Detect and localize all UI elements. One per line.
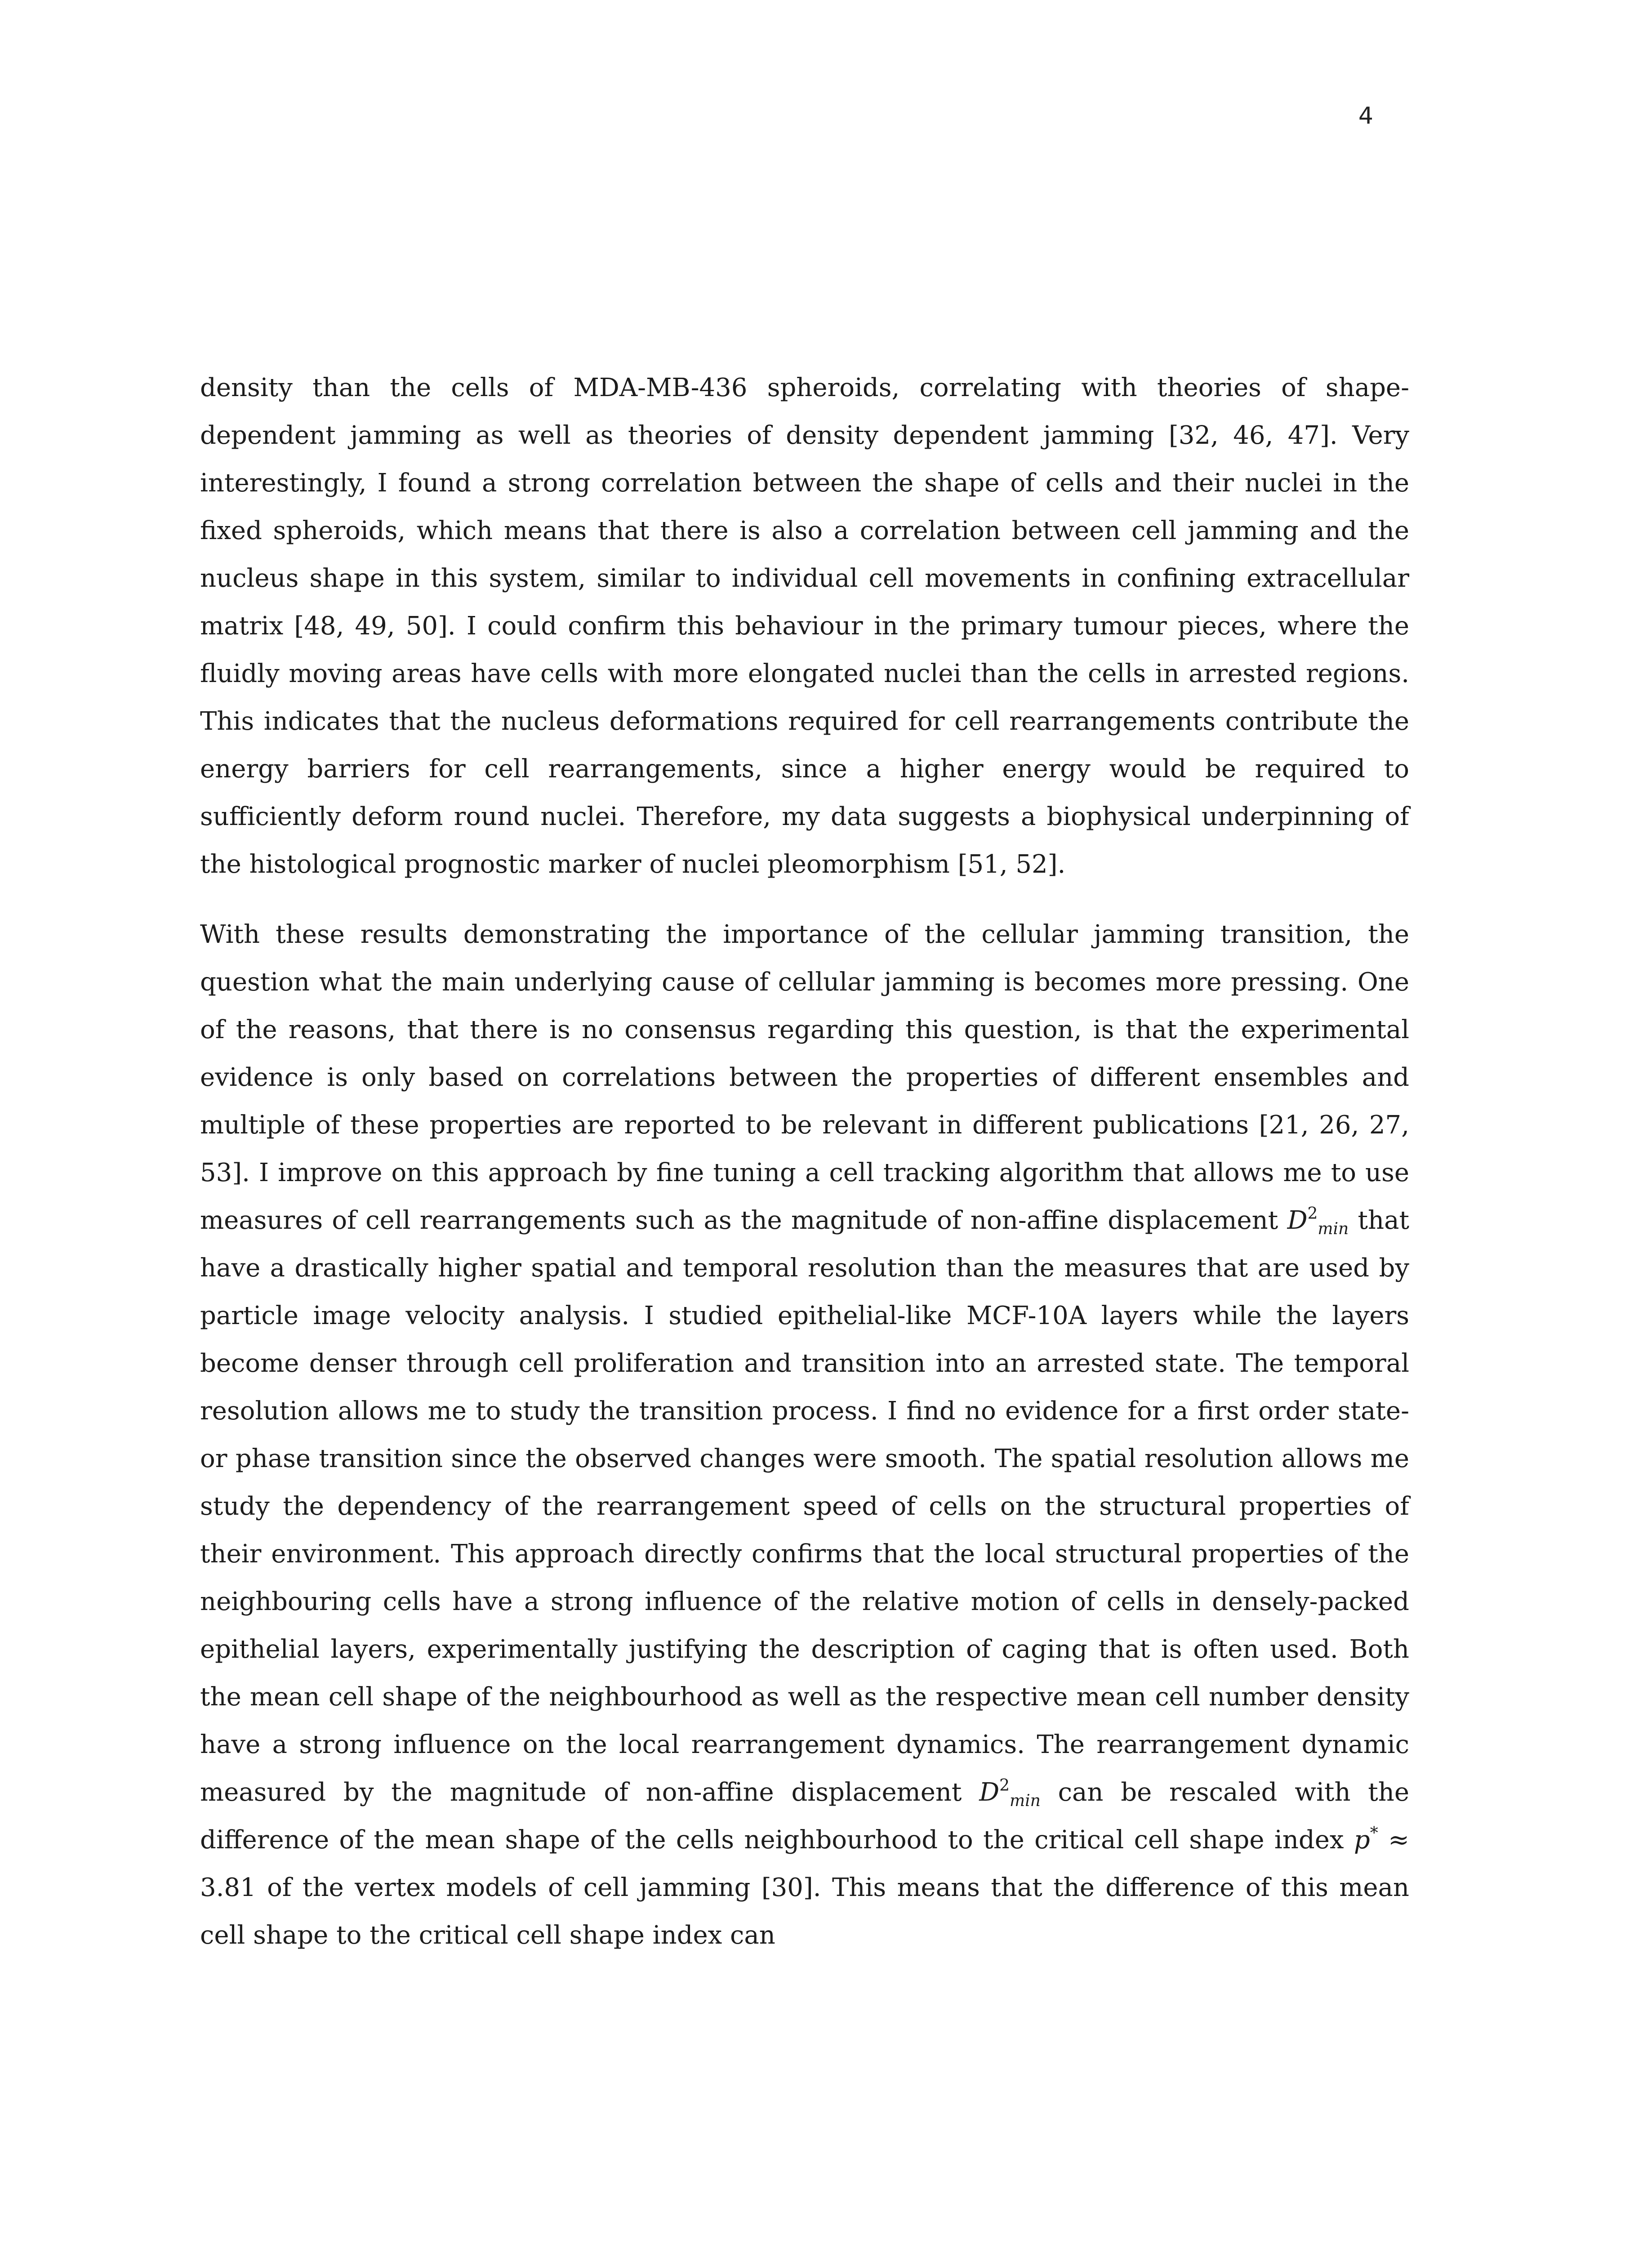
body-text	[200, 364, 1409, 1959]
paragraph-2	[200, 911, 1409, 1959]
paragraph-1	[200, 364, 1409, 888]
math-pstar-value: 3.81	[200, 1873, 256, 1902]
math-superscript: 2	[999, 1776, 1010, 1795]
paragraph-2-text-2: that have a drastically higher spatial and temporal resolution than the measures that are used by particle image velocity analysis. I studied epithelial-like MCF-10A layers while the layers become denser through cell proliferation and transition into an arrested state. The temporal resolution allows me to study the transition process. I find no evidence for a first order state- or phase transition since the observed changes were smooth. The spatial resolution allows me study the dependency of the rearrangement speed of cells on the structural properties of their environment. This approach directly confirms that the local structural properties of the neighbouring cells have a strong influence of the relative motion of cells in densely-packed epithelial layers, experimentally justifying the description of caging that is often used. Both the mean cell shape of the neighbourhood as well as the respective mean cell number density have a strong influence on the local rearrangement dynamics. The rearrangement dynamic measured by the magnitude of non-affine displacement	[200, 1206, 1409, 1807]
math-p-symbol: p	[1354, 1825, 1370, 1855]
math-d2min-1	[1287, 1204, 1349, 1238]
paragraph-2-text-1: With these results demonstrating the importance of the cellular jamming transition, the question what the main underlying cause of cellular jamming is becomes more pressing. One of the reasons, that there is no consensus regarding this question, is that the experimental evidence is only based on correlations between the properties of different ensembles and multiple of these properties are reported to be relevant in different publications [21, 26, 27, 53]. I improve on this approach by fine tuning a cell tracking algorithm that allows me to use measures of cell rearrangements such as the magnitude of non-affine displacement	[200, 920, 1409, 1235]
paragraph-2-text-3: can be rescaled with the difference of the mean shape of the cells neighbourhood to the critical cell shape index	[200, 1778, 1409, 1855]
paragraph-1-text: density than the cells of MDA-MB-436 spheroids, correlating with theories of shape-dependent jamming as well as theories of density dependent jamming [32, 46, 47]. Very interestingly, I found a strong correlation between the shape of cells and their nuclei in the fixed spheroids, which means that there is also a correlation between cell jamming and the nucleus shape in this system, similar to individual cell movements in confining extracellular matrix [48, 49, 50]. I could confirm this behaviour in the primary tumour pieces, where the fluidly moving areas have cells with more elongated nuclei than the cells in arrested regions. This indicates that the nucleus deformations required for cell rearrangements contribute the energy barriers for cell rearrangements, since a higher energy would be required to sufficiently deform round nuclei. Therefore, my data suggests a biophysical underpinning of the histological prognostic marker of nuclei pleomorphism [51, 52].	[200, 373, 1409, 879]
math-approx-symbol: ≈	[1378, 1825, 1409, 1855]
page-number: 4	[1358, 103, 1373, 129]
math-d-symbol: D	[979, 1778, 1000, 1807]
math-subscript: min	[1318, 1220, 1349, 1238]
math-pstar	[1354, 1825, 1378, 1855]
math-subscript: min	[1010, 1792, 1041, 1810]
math-d-symbol: D	[1287, 1206, 1308, 1235]
math-d2min-2	[979, 1776, 1041, 1810]
math-star-superscript: *	[1370, 1824, 1378, 1842]
math-superscript: 2	[1307, 1204, 1318, 1223]
paragraph-2-text-4: of the vertex models of cell jamming [30]. This means that the difference of this mean cell shape to the critical cell shape index can	[200, 1873, 1409, 1950]
